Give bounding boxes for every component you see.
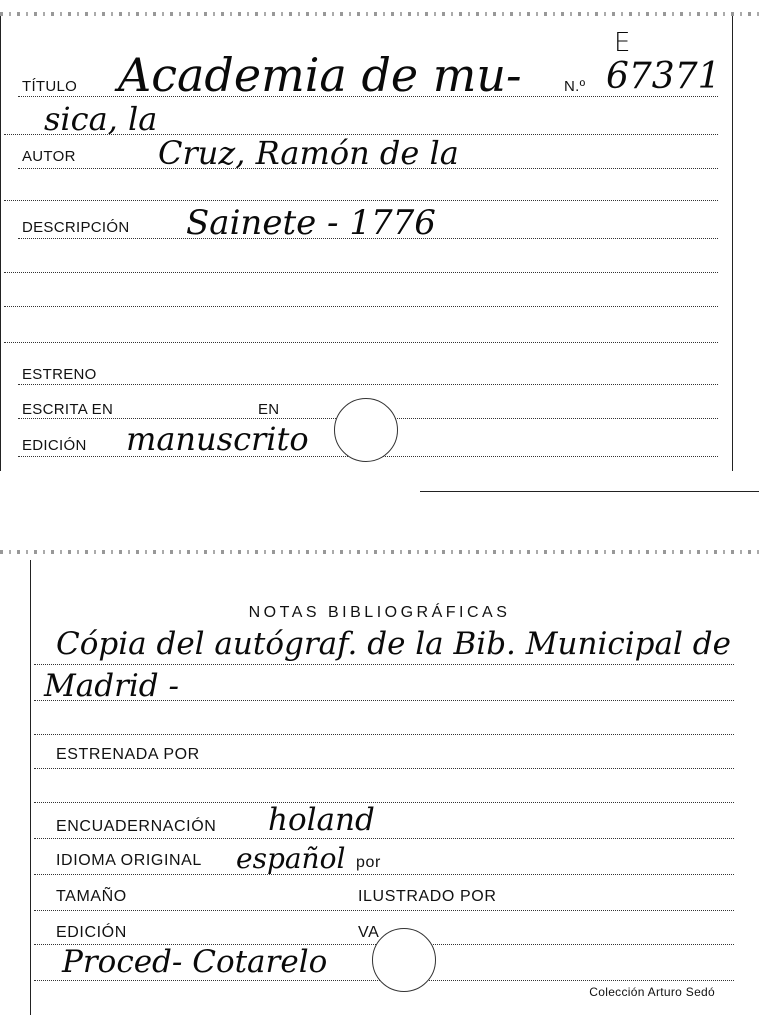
descripcion-value: Sainete - 1776 bbox=[186, 203, 436, 243]
escrita-en-label: ESCRITA EN bbox=[22, 401, 114, 418]
autor-value: Cruz, Ramón de la bbox=[158, 134, 459, 172]
titulo-value-line1: Academia de mu- bbox=[118, 48, 522, 102]
titulo-value-line2: sica, la bbox=[44, 100, 158, 138]
idioma-label: IDIOMA ORIGINAL bbox=[56, 852, 202, 869]
rule bbox=[34, 874, 734, 875]
collection-credit: Colección Arturo Sedó bbox=[589, 985, 715, 999]
rule bbox=[18, 384, 718, 385]
corner-mark: E bbox=[614, 28, 631, 58]
rule bbox=[18, 168, 718, 169]
rule bbox=[34, 734, 734, 735]
rule bbox=[34, 910, 734, 911]
notas-line1: Cópia del autógraf. de la Bib. Municipal de bbox=[56, 626, 731, 662]
encuadernacion-value: holand bbox=[268, 802, 375, 838]
rule bbox=[18, 238, 718, 239]
card-bottom-edge bbox=[420, 491, 759, 492]
rule bbox=[34, 768, 734, 769]
notas-title: NOTAS BIBLIOGRÁFICAS bbox=[248, 604, 511, 621]
idioma-value: español bbox=[236, 842, 346, 875]
numero-value: 67371 bbox=[606, 56, 721, 97]
numero-label: N.º bbox=[564, 78, 586, 95]
card-bottom-top-edge bbox=[0, 550, 759, 554]
en-label: EN bbox=[258, 401, 280, 418]
encuadernacion-label: ENCUADERNACIÓN bbox=[56, 818, 217, 835]
estreno-label: ESTRENO bbox=[22, 366, 97, 383]
estrenada-label: ESTRENADA POR bbox=[56, 746, 200, 763]
autor-label: AUTOR bbox=[22, 148, 76, 165]
tamano-label: TAMAÑO bbox=[56, 888, 127, 905]
por-label: por bbox=[356, 854, 381, 871]
titulo-label: TÍTULO bbox=[22, 78, 78, 95]
rule bbox=[34, 802, 734, 803]
punch-hole bbox=[334, 398, 398, 462]
rule bbox=[4, 342, 718, 343]
valor-label: VA bbox=[358, 924, 380, 941]
proced-value: Proced- Cotarelo bbox=[62, 944, 328, 980]
rule bbox=[4, 272, 718, 273]
punch-hole bbox=[372, 928, 436, 992]
rule bbox=[34, 838, 734, 839]
rule bbox=[18, 96, 718, 97]
edicion-value-top: manuscrito bbox=[126, 420, 309, 458]
notas-line2: Madrid - bbox=[44, 668, 179, 704]
rule bbox=[4, 306, 718, 307]
edicion-label-bottom: EDICIÓN bbox=[56, 924, 127, 941]
rule bbox=[34, 700, 734, 701]
rule bbox=[4, 200, 718, 201]
rule bbox=[34, 664, 734, 665]
descripcion-label: DESCRIPCIÓN bbox=[22, 219, 130, 236]
edicion-label-top: EDICIÓN bbox=[22, 437, 87, 454]
ilustrado-label: ILUSTRADO POR bbox=[358, 888, 497, 905]
